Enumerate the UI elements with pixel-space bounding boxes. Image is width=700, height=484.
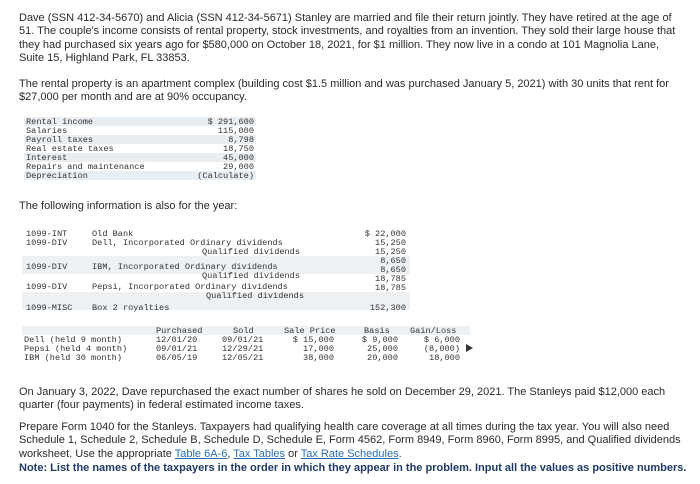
form-code: 1099-DIV xyxy=(26,282,68,292)
column-header: Sale Price xyxy=(284,326,336,336)
form-description: Qualified dividends xyxy=(202,247,300,257)
rental-value: 115,000 xyxy=(217,126,254,136)
sale-purchased: 09/01/21 xyxy=(156,344,198,354)
column-header: Gain/Loss xyxy=(410,326,457,336)
tax-tables-link[interactable]: Tax Tables xyxy=(233,447,286,460)
form-description: Dell, Incorporated Ordinary dividends xyxy=(92,238,283,248)
period-text: . xyxy=(398,447,402,460)
table-6a-6-link[interactable]: Table 6A-6 xyxy=(174,447,228,460)
form-value: $ 22,000 xyxy=(364,229,406,239)
instructions-paragraph: Prepare Form 1040 for the Stanleys. Taxpayers had qualifying health care coverage at all times during the tax year. You will also need Schedule 1, Schedule 2, Schedule B, Schedule D, Schedule E, Form 4562, Form 8949, Form 8960, Form 8995, and Qualified dividends worksheet. Use the appropriate Table 6A-6, Tax Tables or Tax Rate Schedules. xyxy=(19,421,681,460)
sale-sold: 12/05/21 xyxy=(222,353,264,363)
intro-paragraph: Dave (SSN 412-34-5670) and Alicia (SSN 412-34-5671) Stanley are married and file their return jointly. They have retired at the age of 51. The couple's income consists of rental property, stock investments, and royalties from an invention. They sold their large house that they had purchased six years ago for $580,000 on October 18, 2021, for $1 million. They now live in a condo at 101 Magnolia Lane, Suite 15, Highland Park, FL 33853. xyxy=(19,12,676,65)
rental-label: Payroll taxes xyxy=(26,135,94,145)
rental-value: 18,750 xyxy=(223,144,254,154)
sale-name: Dell (held 9 month) xyxy=(24,335,122,345)
sale-basis: $ 9,000 xyxy=(361,335,398,345)
rental-value: 8,798 xyxy=(228,135,254,145)
sale-price: $ 15,000 xyxy=(292,335,334,345)
instructions-text: Prepare Form 1040 for the Stanleys. Taxpayers had qualifying health care coverage at all times during the tax year. You will also need Schedule 1, Schedule 2, Schedule B, Schedule D, Schedule E, Form 4562, Form 8949, Form 8960, Form 8995, and Qualified dividends worksheet. Use the appropriate xyxy=(19,421,681,460)
repurchase-paragraph: On January 3, 2022, Dave repurchased the exact number of shares he sold on December 29, 2021. The Stanleys paid $12,000 each quarter (four payments) in federal estimated income taxes. xyxy=(19,386,666,412)
sale-gain: 18,000 xyxy=(429,353,460,363)
form-value: 152,300 xyxy=(369,303,406,313)
sale-purchased: 12/01/20 xyxy=(156,335,198,345)
form-value: 8,650 xyxy=(380,265,406,275)
following-info: The following information is also for the year: xyxy=(19,200,238,212)
rental-value: $ 291,600 xyxy=(207,117,254,127)
sale-purchased: 06/05/19 xyxy=(156,353,198,363)
column-header: Purchased xyxy=(156,326,203,336)
form-description: Box 2 royalties xyxy=(92,303,170,313)
form-code: 1099-MISC xyxy=(26,303,73,313)
form-value: 18,785 xyxy=(375,274,406,284)
rental-value: 45,000 xyxy=(223,153,254,163)
rental-value: 29,000 xyxy=(223,162,254,172)
sale-name: IBM (held 30 month) xyxy=(24,353,122,363)
sale-name: Pepsi (held 4 month) xyxy=(24,344,128,354)
form-description: IBM, Incorporated Ordinary dividends xyxy=(92,262,278,272)
form-description: Old Bank xyxy=(92,229,134,239)
mouse-cursor-icon xyxy=(466,344,473,352)
column-header: Sold xyxy=(233,326,254,336)
rental-label: Rental income xyxy=(26,117,94,127)
rental-label: Repairs and maintenance xyxy=(26,162,145,172)
sale-gain: (8,000) xyxy=(423,344,460,354)
tax-rate-schedules-link[interactable]: Tax Rate Schedules xyxy=(300,447,399,460)
form-value: 15,250 xyxy=(375,247,406,257)
form-value: 8,650 xyxy=(380,256,406,266)
rental-description: The rental property is an apartment complex (building cost $1.5 million and was purchased January 5, 2021) with 30 units that rent for $27,000 per month and are at 90% occupancy. xyxy=(19,78,669,104)
rental-label: Real estate taxes xyxy=(26,144,114,154)
or-text: or xyxy=(288,447,298,460)
form-description: Qualified dividends xyxy=(202,271,300,281)
rental-label: Salaries xyxy=(26,126,68,136)
sale-basis: 20,000 xyxy=(367,353,398,363)
column-header: Basis xyxy=(364,326,390,336)
form-value: 15,250 xyxy=(375,238,406,248)
note-text: Note: List the names of the taxpayers in the order in which they appear in the problem. Input all the values as positive numbers. xyxy=(19,462,687,474)
form-code: 1099-INT xyxy=(26,229,68,239)
form-description: Pepsi, Incorporated Ordinary dividends xyxy=(92,282,288,292)
rental-label: Interest xyxy=(26,153,68,163)
rental-value: (Calculate) xyxy=(197,171,254,181)
form-value: 18,785 xyxy=(375,283,406,293)
sale-gain: $ 6,000 xyxy=(423,335,460,345)
sale-price: 17,000 xyxy=(303,344,334,354)
form-description: Qualified dividends xyxy=(206,291,304,301)
rental-label: Depreciation xyxy=(26,171,88,181)
sale-basis: 25,000 xyxy=(367,344,398,354)
sale-sold: 12/29/21 xyxy=(222,344,264,354)
form-code: 1099-DIV xyxy=(26,238,68,248)
sale-price: 38,000 xyxy=(303,353,334,363)
form-code: 1099-DIV xyxy=(26,262,68,272)
sale-sold: 09/01/21 xyxy=(222,335,264,345)
